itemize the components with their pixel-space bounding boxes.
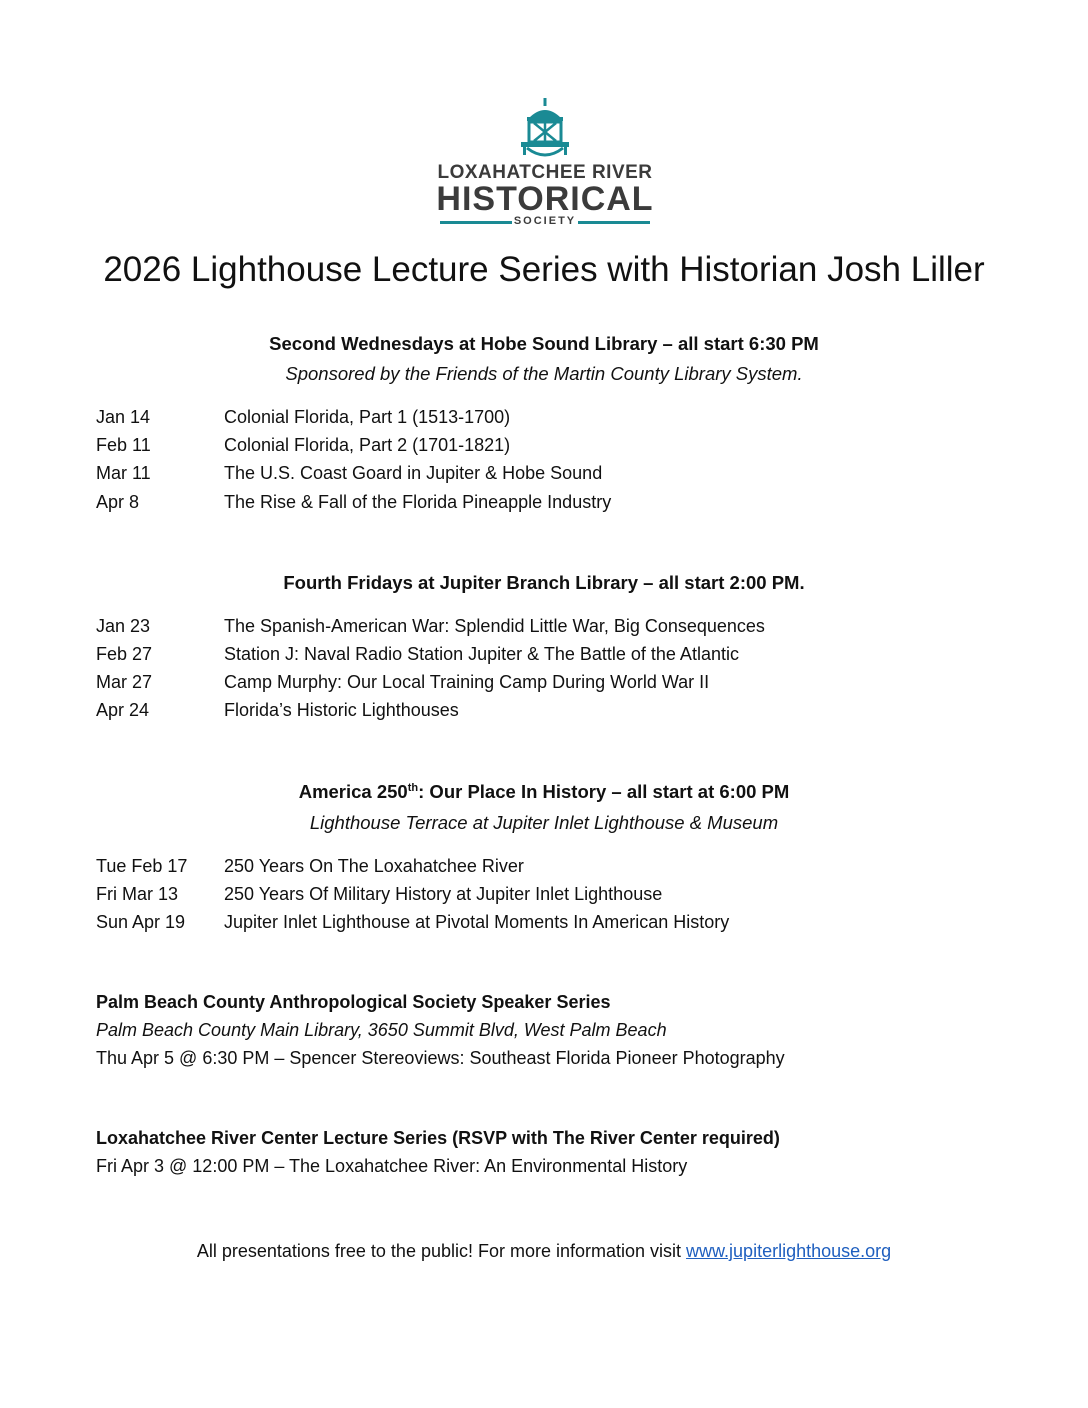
event-topic: Colonial Florida, Part 1 (1513-1700) [224,407,511,427]
event-topic: Colonial Florida, Part 2 (1701-1821) [224,435,511,455]
event-row [96,644,739,665]
page-title: 2026 Lighthouse Lecture Series with Historian Josh Liller [103,250,985,289]
event-topic: The Spanish-American War: Splendid Little War, Big Consequences [224,616,765,636]
event-row [96,912,729,933]
event-topic: 250 Years Of Military History at Jupiter Inlet Lighthouse [224,884,663,904]
section1-heading: Second Wednesdays at Hobe Sound Library – all start 6:30 PM [269,333,819,354]
logo-text-line1: LOXAHATCHEE RIVER [437,162,653,183]
event-row [96,856,524,877]
event-topic: The Rise & Fall of the Florida Pineapple Industry [224,492,612,512]
event-date: Jan 14 [96,407,151,427]
event-topic: Station J: Naval Radio Station Jupiter & The Battle of the Atlantic [224,644,739,664]
event-row [96,492,611,513]
event-date: Feb 11 [96,435,151,455]
section2-heading: Fourth Fridays at Jupiter Branch Library – all start 2:00 PM. [283,572,805,593]
event-topic: The U.S. Coast Goard in Jupiter & Hobe Sound [224,463,603,483]
event-topic: Jupiter Inlet Lighthouse at Pivotal Moments In American History [224,912,730,932]
event-row [96,616,765,637]
event-date: Apr 8 [96,492,140,512]
event-date: Feb 27 [96,644,153,664]
event-topic: Florida’s Historic Lighthouses [224,700,459,720]
footer-note [0,1241,1088,1262]
event-row [96,463,602,484]
website-link[interactable]: www.jupiterlighthouse.org [686,1241,892,1261]
section3-heading-sup: th [407,781,419,794]
logo-divider-right [578,221,650,224]
section1-subheading: Sponsored by the Friends of the Martin County Library System. [285,363,803,384]
section5-heading: Loxahatchee River Center Lecture Series (RSVP with The River Center required) [96,1128,780,1148]
event-date: Mar 11 [96,463,151,483]
society-logo [430,96,660,238]
event-topic: Camp Murphy: Our Local Training Camp During World War II [224,672,710,692]
section3-heading-main: America 250 [298,781,408,802]
section4-location: Palm Beach County Main Library, 3650 Summit Blvd, West Palm Beach [96,1020,667,1040]
event-row [96,672,709,693]
event-date: Fri Mar 13 [96,884,179,904]
logo-text-line2: HISTORICAL [436,180,654,218]
event-row [96,435,510,456]
footer-text: All presentations free to the public! For more information visit [196,1241,687,1261]
event-date: Apr 24 [96,700,150,720]
section4-event: Thu Apr 5 @ 6:30 PM – Spencer Stereoviews: Southeast Florida Pioneer Photography [96,1048,785,1068]
event-row [96,700,459,721]
event-row [96,407,510,428]
event-date: Jan 23 [96,616,151,636]
lighthouse-lantern-icon [505,96,585,162]
section5-event: Fri Apr 3 @ 12:00 PM – The Loxahatchee River: An Environmental History [96,1156,688,1176]
event-date: Mar 27 [96,672,153,692]
event-topic: 250 Years On The Loxahatchee River [224,856,524,876]
event-date: Tue Feb 17 [96,856,188,876]
logo-text-line3: SOCIETY [513,215,577,227]
event-row [96,884,662,905]
section3-heading-rest: : Our Place In History – all start at 6:00 PM [418,781,790,802]
section4-heading: Palm Beach County Anthropological Society Speaker Series [96,992,611,1012]
event-date: Sun Apr 19 [96,912,186,932]
section3-heading [0,781,1088,803]
section3-subheading: Lighthouse Terrace at Jupiter Inlet Lighthouse & Museum [309,812,779,833]
